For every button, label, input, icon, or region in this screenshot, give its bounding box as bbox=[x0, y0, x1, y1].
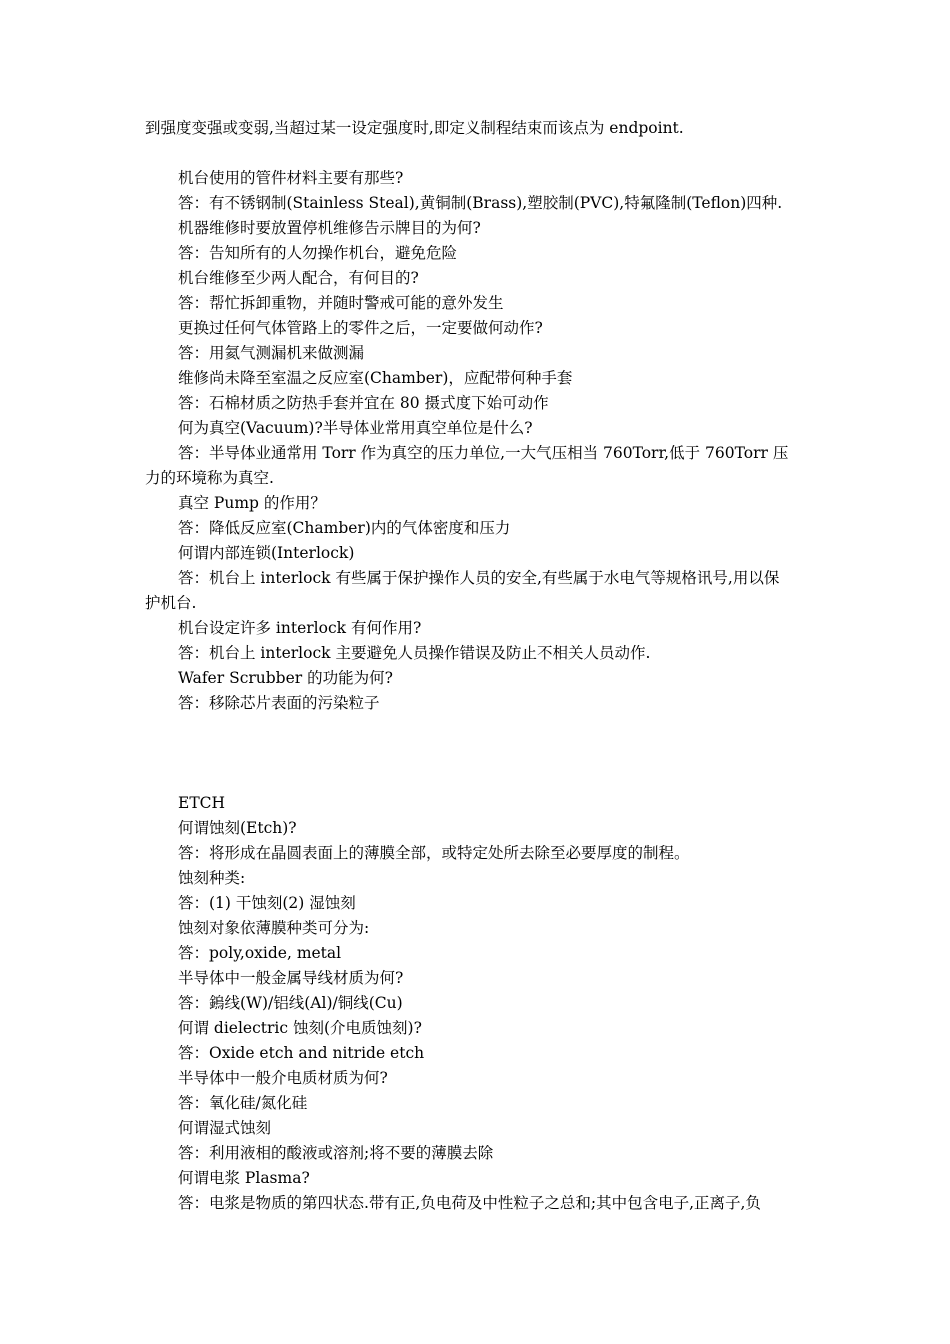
answer-line: 答：鎢线(W)/铝线(Al)/铜线(Cu) bbox=[178, 994, 403, 1012]
question-line: 维修尚未降至室温之反应室(Chamber)，应配带何种手套 bbox=[178, 369, 573, 387]
answer-line-continued: 护机台. bbox=[145, 594, 197, 612]
answer-line: 答：Oxide etch and nitride etch bbox=[178, 1044, 425, 1062]
question-line: 机器维修时要放置停机维修告示牌目的为何? bbox=[178, 219, 481, 237]
question-line: Wafer Scrubber 的功能为何? bbox=[178, 669, 393, 687]
question-line: 机台使用的管件材料主要有那些? bbox=[178, 169, 404, 187]
answer-line: 答：帮忙拆卸重物，并随时警戒可能的意外发生 bbox=[178, 294, 504, 312]
answer-line: 答：石棉材质之防热手套并宜在 80 摄式度下始可动作 bbox=[178, 394, 549, 412]
question-line: 何为真空(Vacuum)?半导体业常用真空单位是什么? bbox=[178, 419, 533, 437]
answer-line: 答：用氦气测漏机来做测漏 bbox=[178, 344, 365, 362]
answer-line: 答：(1) 干蚀刻(2) 湿蚀刻 bbox=[178, 894, 356, 912]
question-line: 更换过任何气体管路上的零件之后，一定要做何动作? bbox=[178, 319, 543, 337]
question-line: 何谓蚀刻(Etch)? bbox=[178, 819, 297, 837]
answer-line: 答：有不锈钢制(Stainless Steal),黄铜制(Brass),塑胶制(PVC),特氟隆制(Teflon)四种. bbox=[178, 194, 783, 212]
question-line: 何谓电浆 Plasma? bbox=[178, 1169, 310, 1187]
answer-line: 答：将形成在晶圆表面上的薄膜全部，或特定处所去除至必要厚度的制程。 bbox=[178, 844, 690, 862]
answer-line: 答：机台上 interlock 有些属于保护操作人员的安全,有些属于水电气等规格讯号,用以保 bbox=[178, 569, 780, 587]
section-heading: ETCH bbox=[178, 794, 226, 812]
question-line: 何谓内部连锁(Interlock) bbox=[178, 544, 355, 562]
question-line: 半导体中一般金属导线材质为何? bbox=[178, 969, 404, 987]
answer-line: 答：半导体业通常用 Torr 作为真空的压力单位,一大气压相当 760Torr,低于 760Torr 压 bbox=[178, 444, 789, 462]
answer-line: 答：机台上 interlock 主要避免人员操作错误及防止不相关人员动作. bbox=[178, 644, 651, 662]
question-line: 何谓湿式蚀刻 bbox=[178, 1119, 272, 1137]
answer-line: 答：氧化硅/氮化硅 bbox=[178, 1094, 308, 1112]
question-line: 真空 Pump 的作用？ bbox=[178, 494, 326, 512]
question-line: 何谓 dielectric 蚀刻(介电质蚀刻)? bbox=[178, 1019, 422, 1037]
question-line: 蚀刻种类: bbox=[178, 869, 246, 887]
question-line: 半导体中一般介电质材质为何? bbox=[178, 1069, 388, 1087]
question-line: 机台维修至少两人配合，有何目的? bbox=[178, 269, 419, 287]
question-line: 机台设定许多 interlock 有何作用? bbox=[178, 619, 422, 637]
answer-line: 答：poly,oxide, metal bbox=[178, 944, 342, 962]
answer-line-continued: 力的环境称为真空. bbox=[145, 469, 274, 487]
answer-line: 答：告知所有的人勿操作机台，避免危险 bbox=[178, 244, 458, 262]
answer-line: 答：电浆是物质的第四状态.带有正,负电荷及中性粒子之总和;其中包含电子,正离子,负 bbox=[178, 1194, 761, 1212]
answer-line: 答：降低反应室(Chamber)内的气体密度和压力 bbox=[178, 519, 511, 537]
answer-line: 答：利用液相的酸液或溶剂;将不要的薄膜去除 bbox=[178, 1144, 494, 1162]
answer-line: 答：移除芯片表面的污染粒子 bbox=[178, 694, 380, 712]
question-line: 蚀刻对象依薄膜种类可分为: bbox=[178, 919, 370, 937]
paragraph-line: 到强度变强或变弱,当超过某一设定强度时,即定义制程结束而该点为 endpoint. bbox=[145, 119, 684, 137]
